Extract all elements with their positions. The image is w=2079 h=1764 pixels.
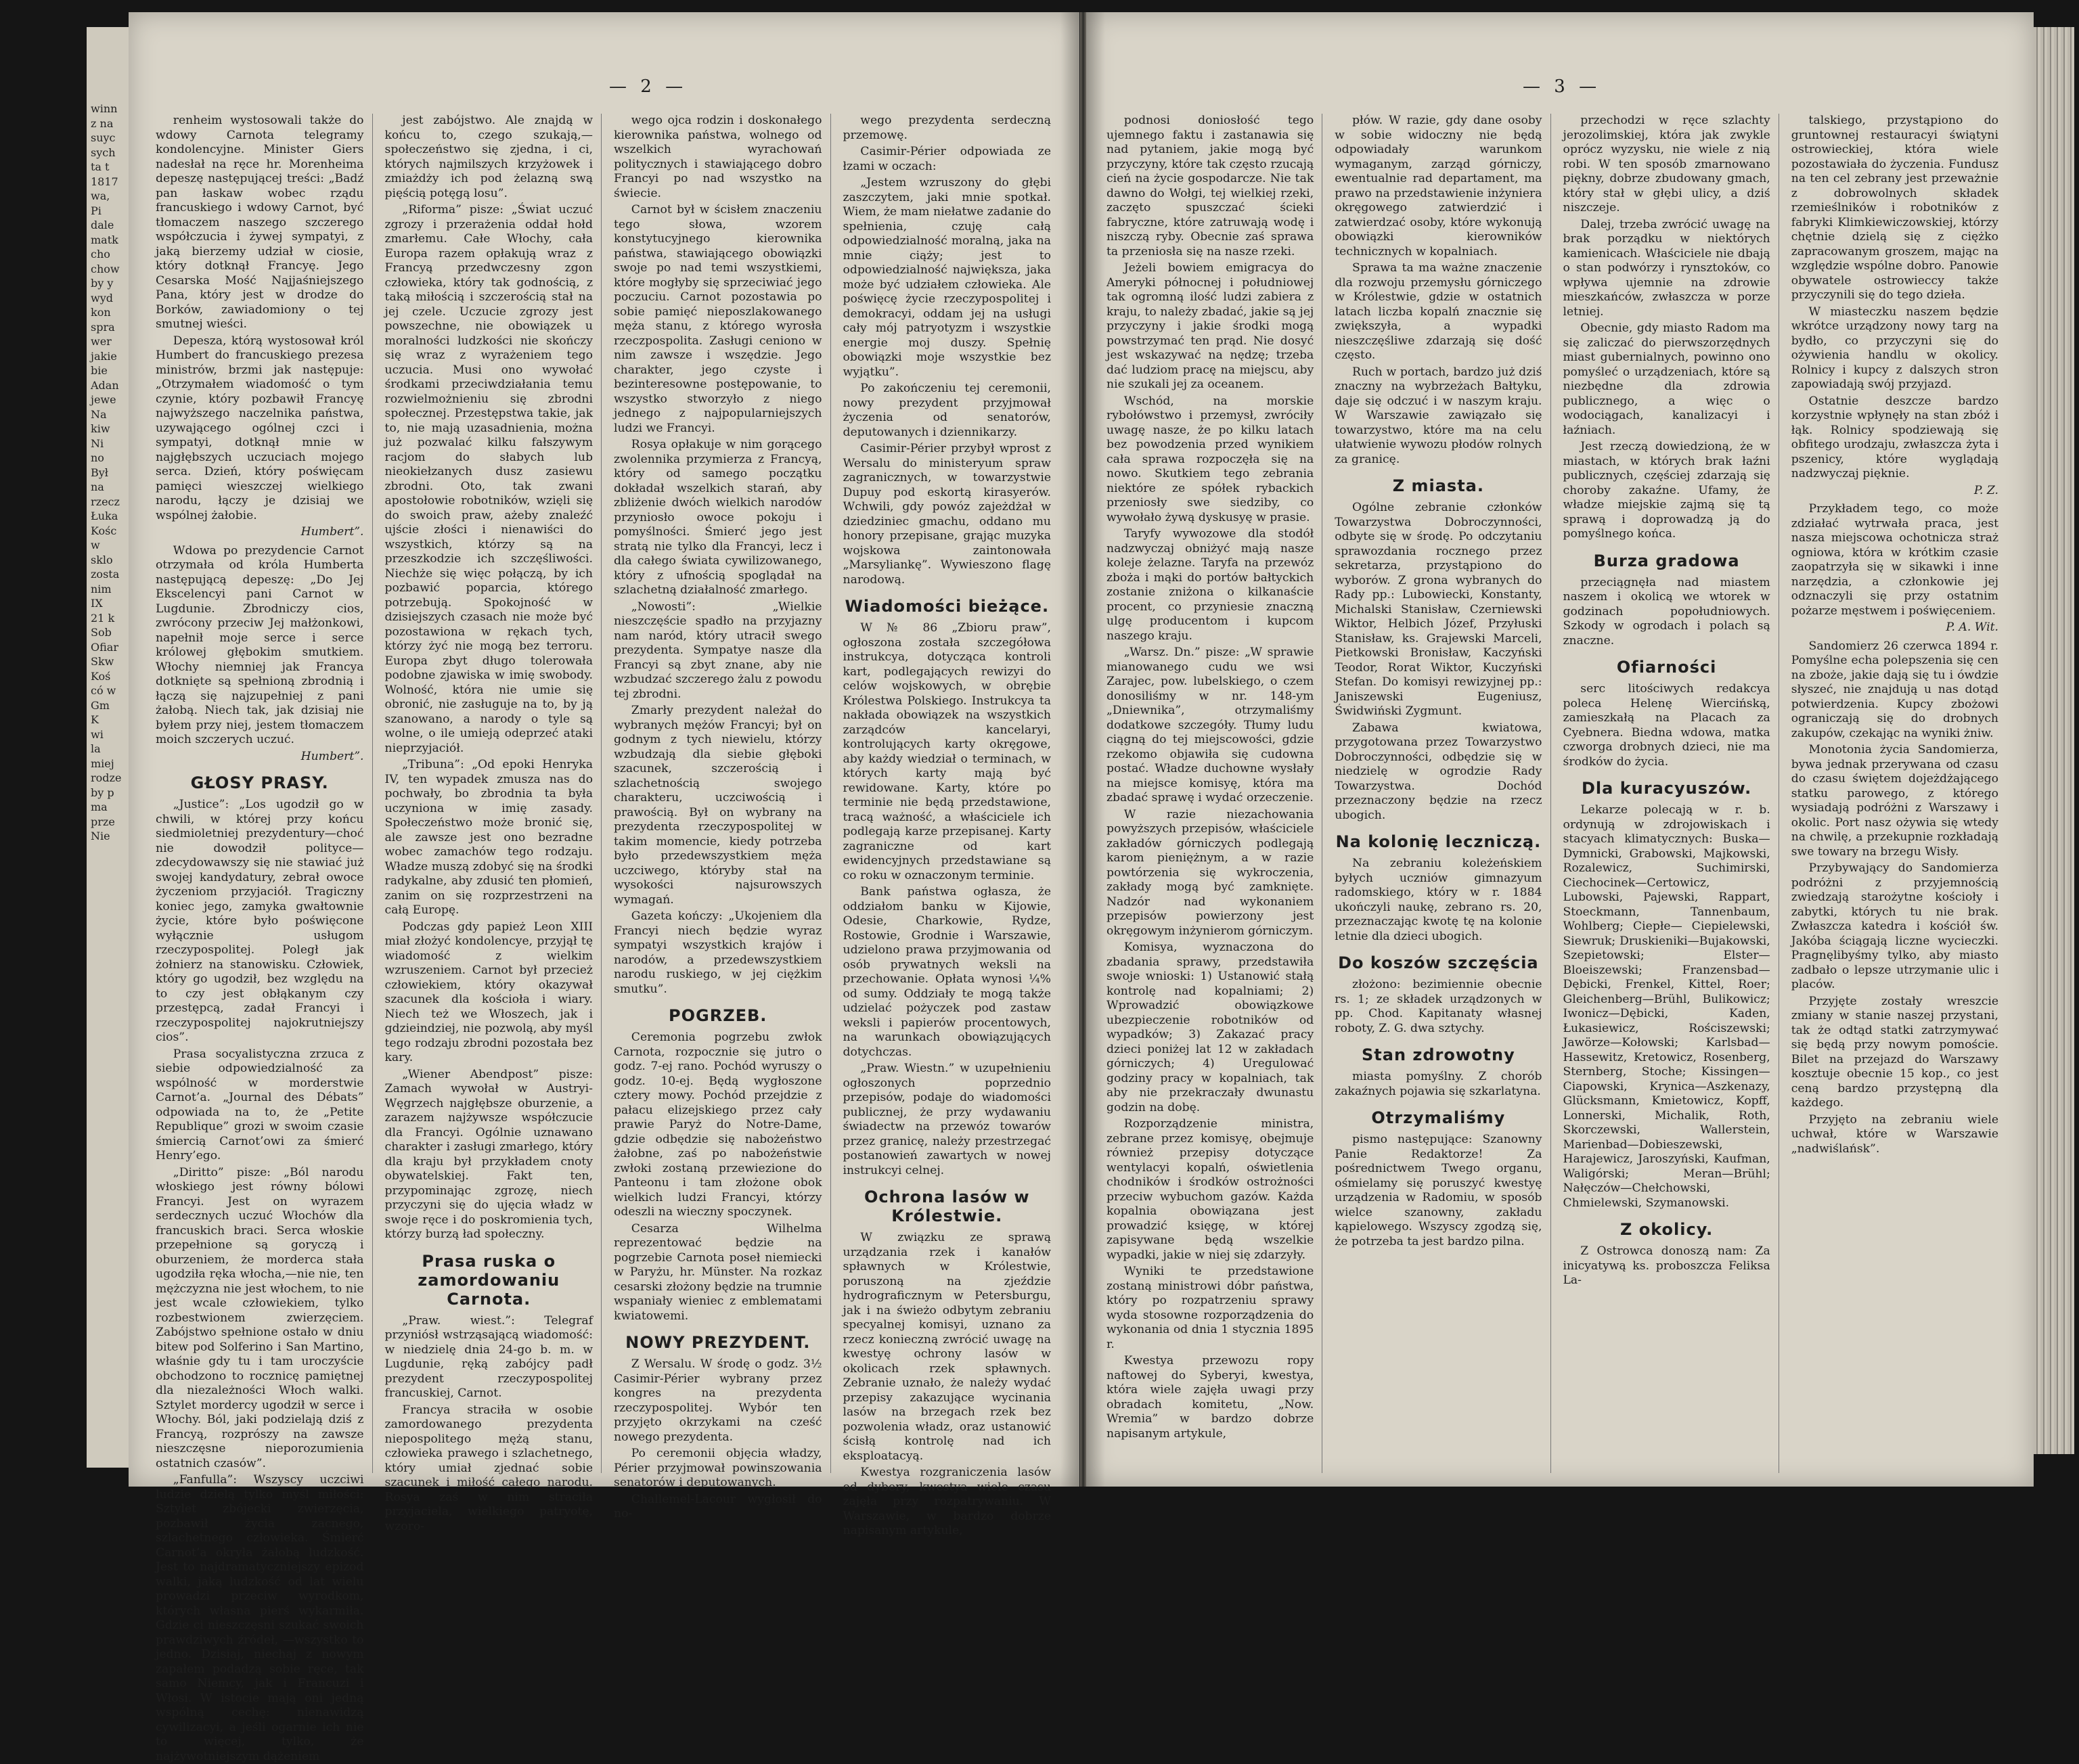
newspaper-page-left	[129, 12, 1079, 1763]
section-heading: Stan zdrowotny	[1362, 1045, 1515, 1064]
article-paragraph: Carnot był w ścisłem znaczeniu tego słowa, wzorem konstytucyjnego kierownika państwa, stawiającego obowiązki swoje po nad temi wszystkiemi, które mogłyby się sprzeciwiać jego poczuciu. Carnot pozostawia po sobie pamięć nieposzlakowanego męża stanu, z którego wyrosła rzeczpospolita. Zasługi ceniono w nim zawsze i wszędzie. Jego charakter, jego czyste i bezinteresowne postępowanie, to wszystko stworzyło z niego jednego z najpopularniejszych ludzi we Francyi.	[614, 203, 822, 435]
section-heading: Prasa ruska o zamordowaniu Carnota.	[418, 1251, 560, 1309]
signature: Humbert”.	[300, 749, 364, 763]
article-paragraph: płów. W razie, gdy dane osoby w sobie widoczny nie będą odpowiadały warunkom wymaganym, zarząd górniczy, ewentualnie rad departament, ma prawo na przedstawienie inżyniera okręgowego zatwierdzić i zatwierdzać osoby, które wykonują obowiązki kierowników technicznych w kopalniach.	[1335, 114, 1542, 258]
section-heading: Wiadomości bieżące.	[845, 597, 1050, 616]
article-paragraph: Taryfy wywozowe dla stodół nadzwyczaj obniżyć mają nasze koleje żelazne. Taryfa na przewóz zboża i mąki do portów bałtyckich zostanie zniżona o kilkanaście procent, co przyniesie znaczną ulgę producentom i kupcom naszego kraju.	[1106, 527, 1314, 643]
article-paragraph: Bank państwa ogłasza, że oddziałom banku w Kijowie, Odesie, Charkowie, Rydze, Rostowie, Grodnie i Warszawie, udzielono prawa przyjmowania od osób prywatnych weksli na przechowanie. Opłata wynosi ¼% od sumy. Oddziały te mogą także udzielać pożyczek pod zastaw weksli i papierów procentowych, na warunkach obowiązujących dotychczas.	[843, 885, 1051, 1059]
article-paragraph: W miasteczku naszem będzie wkrótce urządzony nowy targ na bydło, co przyczyni się do ożywienia handlu w okolicy. Rolnicy i kupcy z dalszych stron zapowiadają swój przyjazd.	[1791, 304, 1998, 391]
previous-page-edge	[87, 27, 129, 1468]
article-paragraph: Ogólne zebranie członków Towarzystwa Dobroczynności, odbyte się w środę. Po odczytaniu sprawozdania rocznego przez sekretarza, przystąpiono do wyborów. Z grona wybranych do Rady pp.: Lubowiecki, Konstanty, Michalski Stanisław, Czerniewski Wiktor, Helbich Józef, Przyłuski Stanisław, ks. Grajewski Marceli, Pietkowski Bronisław, Kaczyński Teodor, Rorat Wiktor, Kuczyński Stefan. Do komisyi rewizyjnej pp.: Janiszewski Eugeniusz, Świdwiński Zygmunt.	[1335, 501, 1542, 718]
article-column	[1791, 114, 2007, 1473]
section-heading: Na kolonię leczniczą.	[1335, 832, 1542, 851]
stacked-page-edges	[2034, 27, 2074, 1454]
article-paragraph: Z Wersalu. W środę o godz. 3½ Casimir-Périer wybrany przez kongres na prezydenta rzeczypospolitej. Wybór ten przyjęto okrzykami na cześć nowego prezydenta.	[614, 1357, 822, 1444]
article-paragraph: Na zebraniu koleżeńskiem byłych uczniów gimnazyum radomskiego, który w r. 1884 ukończyli naukę, zebrano rs. 20, przeznaczając kwotę tę na kolonie letnie dla dzieci ubogich.	[1335, 857, 1542, 943]
article-paragraph: Podczas gdy papież Leon XIII miał złożyć kondolencye, przyjął tę wiadomość z wielkim wzruszeniem. Carnot był przecież człowiekiem, który okazywał szacunek dla kościoła i wiary. Niech też we Włoszech, jak i gdzieindziej, nie pozwolą, aby myśl tego rodzaju zbrodni pozostała bez kary.	[384, 920, 593, 1064]
article-paragraph: Casimir-Périer odpowiada ze łzami w oczach:	[843, 145, 1051, 173]
article-paragraph: Wdowa po prezydencie Carnot otrzymała od króla Humberta następującą depeszę: „Do Jej Ekscelencyi pani Carnot w Lugdunie. Zbrodniczy cios, zwrócony przeciw Jej małżonkowi, napełnił moje serce i serce królowej głębokim smutkiem. Włochy niemniej jak Francya dotknięte są spełnioną zbrodnią i łączą się najzupełniej z pani żałobą. Niech tak, jak dzisiaj nie byłem przy niej, jestem tłomaczem moich szczerych uczuć.	[156, 543, 364, 746]
article-paragraph: W razie niezachowania powyższych przepisów, właściciele zakładów górniczych podlegają karom pieniężnym, a w razie powtórzenia się wykroczenia, zakłady mogą być zamknięte. Nadzór nad wykonaniem przepisów powierzony jest okręgowym inżynierom górniczym.	[1106, 807, 1314, 938]
article-paragraph: Kwestya rozgraniczenia lasów od dybery, kwestya wiele czasu zajęła przy rozpatrywaniu. W Warszawie, w bardzo dobrze napisanym artykule,	[843, 1466, 1051, 1537]
article-column	[1563, 114, 1779, 1473]
section-heading: POGRZEB.	[669, 1006, 767, 1025]
article-paragraph: Przykładem tego, co może zdziałać wytrwała praca, jest nasza miejscowa ochotnicza straż ogniowa, która w krótkim czasie zaopatrzyła się w sikawki i inne narzędzia, a członkowie jej odznaczyli się przy ostatnim pożarze męstwem i poświęceniem.	[1791, 502, 1998, 618]
page-fold-shadow	[1060, 12, 1079, 1487]
article-paragraph: Z Ostrowca donoszą nam: Za inicyatywą ks. proboszcza Feliksa La-	[1563, 1244, 1770, 1287]
article-paragraph: złożono: bezimiennie obecnie rs. 1; ze składek urządzonych w pp. Chod. Kapitanaty własnej roboty, Z. G. dwa sztychy.	[1335, 978, 1542, 1035]
article-paragraph: Lekarze polecają w r. b. ordynują w zdrojowiskach i stacyach klimatycznych: Buska—Dymnicki, Grabowski, Majkowski, Rozalewicz, Suchimirski, Ciechocinek—Certowicz, Lubowski, Pajewski, Rappart, Stoeckmann, Tannenbaum, Wohlberg; Ciepłe— Ciepielewski, Siewruk; Druskieniki—Bujakowski, Szepietowski; Elster—Bloeiszewski; Franzensbad—Dębicki, Frenkel, Kittel, Roer; Gleichenberg—Brühl, Bulikowicz; Iwonicz—Dębicki, Kaden, Łukasiewicz, Rościszewski; Jawörze—Kołowski; Karlsbad—Hassewitz, Kretowicz, Rosenberg, Sternberg, Stoche; Kissingen—Ciapowski, Kryniсa—Aszkenazy, Glücksmann, Kmietowicz, Kopff, Lonnerski, Michalik, Roth, Skorczewski, Wallerstein, Marienbad—Dobieszewski, Harajewicz, Jaroszyński, Kaufman, Waligórski; Meran—Brühl; Nałęczów—Chełchowski, Chmielewski, Szymanowski.	[1563, 803, 1770, 1210]
article-column	[843, 114, 1060, 1537]
article-paragraph: „Fanfulla”: Wszyscy uczciwi ludzie dzielą tylko myśl miłości: Sztylet zbójecki zwierzęcia, pozbawił życia zacnego, szlachetnego człowieka. Śmierć Carnot’a okryła żałobą ludzkość. Jest to najdramatyczniejszy epizod walki, jaką ludzkość od lat wielu prowadzi przeciw wyrodkom, których własna pierś wykarmiła. Gdzie ci nieszczęsni szukać swoich prawdziwych źródeł, —wszystko to jedno. Dzisiaj, niechaj z nowym zapałem podadzą sobie ręce, tak samo Niemcy, jak i Francuzi i Włosi. W istocie mają oni jedną wspólną cechę: nienawidzą cywilizacyi, a jeśli ogarnie ich nie to więcej, tylko, że najżywotniejszym dążeniem	[156, 1473, 364, 1763]
article-paragraph: Jest rzeczą dowiedzioną, że w miastach, w których brak łaźni publicznych, częściej zdarzają się choroby zakaźne. Ufamy, że władze miejskie zajmą się tą sprawą i doprowadzą ją do pomyślnego końca.	[1563, 440, 1770, 541]
article-paragraph: renheim wystosowali także do wdowy Carnota telegramy kondolencyjne. Minister Giers nadesłał na ręce hr. Morenheima depeszę następującej treści: „Badź pan łaskaw wobec rządu francuskiego i wdowy Carnot, być tłomaczem naszego szczerego współczucia i żywej sympatyi, z jaką bierzemy udział w ciosie, który dotknął Francyę. Jego Cesarska Mość Najjaśniejszego Pana, który jest w drodze do Borków, zawiadomiony o tej smutnej wieści.	[156, 114, 364, 331]
article-paragraph: Przybywający do Sandomierza podróżni z przyjemnością zwiedzają starożytne kościoły i zabytki, których tu nie brak. Zwłaszcza katedra i kościół św. Jakóba ściągają liczne wycieczki. Pragnęlibyśmy tylko, aby miasto zadbało o lepsze utrzymanie ulic i placów.	[1791, 861, 1998, 991]
section-heading: NOWY PREZYDENT.	[625, 1333, 811, 1352]
article-paragraph: Cesarza Wilhelma reprezentować będzie na pogrzebie Carnota poseł niemiecki w Paryżu, hr. Münster. Na rozkaz cesarski złożony będzie na trumnie wspaniały wieniec z emblematami kwiatowemi.	[614, 1221, 822, 1323]
article-paragraph: podnosi doniosłość tego ujemnego faktu i zastanawia się nad pytaniem, jakie mogą być przyczyny, które tak często rzucają cień na życie gospodarcze. Nie tak dawno do Wołgi, tej wielkiej rzeki, zaczęto spuszczać ścieki fabryczne, które zatruwają wodę i niszczą ryby. Obecnie zaś sprawa ta przeniosła się na nasze rzeki.	[1106, 114, 1314, 258]
article-paragraph: Zabawa kwiatowa, przygotowana przez Towarzystwo Dobroczynności, odbędzie się w niedzielę w ogrodzie Rady Towarzystwa. Dochód przeznaczony będzie na rzecz ubogich.	[1335, 721, 1542, 822]
article-paragraph: Depesza, którą wystosował król Humbert do francuskiego prezesa ministrów, brzmi jak następuje: „Otrzymałem wiadomość o tym czynie, który pozbawił Francyę najwyższego naczelnika państwa, uzywającego ogólnej czci i sympatyi, dotknął mnie w najgłębszych uczuciach mojego serca. Dzień, który poświęcam pamięci wieszczej wielkiego narodu, łączy je dzisiaj we wspólnej żałobie.	[156, 334, 364, 522]
article-paragraph: „Tribuna”: „Od epoki Henryka IV, ten wypadek zmusza nas do pochwały, bo zbrodnia ta była uczyniona w imię zasady. Społeczeństwo może bronić się, ale zawsze jest ono bezradne wobec zamachów tego rodzaju. Władze muszą zdobyć się na środki radykalne, aby zdusić ten płomień, zanim on się rozprzestrzeni na całą Europę.	[384, 758, 593, 917]
section-heading: Z okolicy.	[1619, 1220, 1714, 1239]
article-paragraph: wego ojca rodzin i doskonałego kierownika państwa, wolnego od wszelkich wyrachowań politycznych i stawiającego dobro Francyi po nad wszystko na świecie.	[614, 114, 822, 200]
previous-page-text: winn z na suyc sych ta t 1817 wa, Pi dale matk cho chow by y wyd kon spra wer jakie bie Adan jewe Na kiw Ni no Był na rzecz Łuka Kośc w sklo zosta nim IX 21 k Sob Ofiar Skw Koś có w Gm K wi la miej rodze by p ma prze Nie	[91, 102, 122, 842]
section-heading: Ochrona lasów w Królestwie.	[864, 1188, 1030, 1225]
article-paragraph: Obecnie, gdy miasto Radom ma się zaliczać do pierwszorzędnych miast gubernialnych, powinno ono pomyśleć o urządzeniach, które są niezbędne dla zdrowia publicznego, a więc o wodociągach, kanalizacyi i łaźniach.	[1563, 321, 1770, 437]
article-paragraph: „Nowosti”: „Wielkie nieszczęście spadło na przyjazny nam naród, który utracił swego prezydenta. Sympatye nasze dla Francyi są zbyt znane, aby nie wzbudzać szczerego żalu z powodu tej zbrodni.	[614, 600, 822, 701]
article-paragraph: Sandomierz 26 czerwca 1894 r. Pomyślne echa polepszenia się cen na zboże, jakie dają się tu i ówdzie słyszeć, nie znajdują u nas dotąd potwierdzenia. Kupcy zbożowi ograniczają się do drobnych zakupów, czekając na wyniki żniw.	[1791, 639, 1998, 740]
article-paragraph: Dalej, trzeba zwrócić uwagę na brak porządku w niektórych kamienicach. Właściciele nie dbają o stan podwórzy i rynsztoków, co wpływa ujemnie na zdrowie mieszkańców, zwłaszcza w porze letniej.	[1563, 217, 1770, 319]
article-paragraph: „Praw. wiest.”: Telegraf przyniósł wstrząsającą wiadomość: w niedzielę dnia 24-go b. m. w Lugdunie, ręką zabójcy padł prezydent rzeczypospolitej francuskiej, Carnot.	[384, 1313, 593, 1400]
signature: Humbert”.	[300, 525, 364, 539]
page-number: — 3 —	[1523, 76, 1601, 97]
article-paragraph: Ostatnie deszcze bardzo korzystnie wpłynęły na stan zbóż i łąk. Rolnicy spodziewają się obfitego urodzaju, zwłaszcza żyta i pszenicy, które wyglądają nadzwyczaj pięknie.	[1791, 394, 1998, 480]
article-paragraph: Rozporządzenie ministra, zebrane przez komisyę, obejmuje również przepisy dotyczące wentylacyi kopalń, oświetlenia chodników i środków ostrożności przeciw wybuchom gazów. Każda kopalnia obowiązana jest prowadzić księgę, w której zapisywane będą wszelkie wypadki, jakie w niej się zdarzyły.	[1106, 1117, 1314, 1262]
section-heading: Ofiarności	[1616, 658, 1717, 677]
article-paragraph: Sprawa ta ma ważne znaczenie dla rozwoju przemysłu górniczego w Królestwie, gdzie w ostatnich latach liczba kopalń znacznie się zwiększyła, a wypadki nieszczęśliwe zdarzają się dość często.	[1335, 261, 1542, 362]
article-paragraph: „Warsz. Dn.” pisze: „W sprawie mianowanego cudu we wsi Zarajec, pow. lubelskiego, o czem donosiliśmy w nr. 148-ym „Dniewnika”, otrzymaliśmy dodatkowe szczegóły. Tłumy ludu ciągną do tej miejscowości, gdzie rzekomo objawiła się cudowna postać. Władze duchowne wysłały na miejsce komisyę, która ma zbadać sprawę i wydać orzeczenie.	[1106, 646, 1314, 805]
article-column	[156, 114, 373, 1763]
article-paragraph: „Jestem wzruszony do głębi zaszczytem, jaki mnie spotkał. Wiem, że mam niełatwe zadanie do spełnienia, czuję całą odpowiedzialność moralną, jaka na mnie ciąży; jest to odpowiedzialność największa, jaka może być udziałem człowieka. Ale poświęcę życie rzeczypospolitej i demokracyi, oddam jej na usługi cały mój patryotyzm i wszystkie energie moj duszy. Spełnię obowiązki moje wszystkie bez wyjątku”.	[843, 176, 1051, 379]
page-fold-shadow	[1086, 12, 1105, 1487]
article-paragraph: Przyjęto na zebraniu wiele uchwał, które w Warszawie „nadwiślańsk”.	[1791, 1112, 1998, 1156]
article-column	[1335, 114, 1550, 1473]
article-paragraph: „Wiener Abendpost” pisze: Zamach wywołał w Austryi-Węgrzech najgłębsze oburzenie, a zarazem najżywsze współczucie dla Francyi. Ogólnie uznawano charakter i zasługi zmarłego, który dla kraju był przykładem cnoty obywatelskiej. Fakt ten, przypominając zgrozę, niech przyczyni się do ujęcia władz w swoje ręce i do poskromienia tych, którzy burzą ład społeczny.	[384, 1067, 593, 1241]
article-column	[1106, 114, 1322, 1473]
article-paragraph: Casimir-Périer przybył wprost z Wersalu do ministeryum spraw zagranicznych, w towarzystwie Dupuy pod eskortą kirasyerów. Wchwili, gdy powóz zajeżdżał w dziedziniec gmachu, oddano mu honory przepisane, grając muzyka wojskowa zaintonowała „Marsyliankę”. Wywieszono flagę narodową.	[843, 442, 1051, 587]
article-paragraph: miasta pomyślny. Z chorób zakaźnych pojawia się szkarlatyna.	[1335, 1070, 1542, 1098]
article-column	[384, 114, 602, 1533]
section-heading: Burza gradowa	[1593, 551, 1740, 570]
book-spine	[1080, 12, 1086, 1487]
article-paragraph: Monotonia życia Sandomierza, bywa jednak przerywana od czasu do czasu świętem dojeżdżającego statku parowego, z którego wysiadają podróżni z Warszawy i okolic. Port nasz ożywia się wtedy na chwilę, a przekupnie rozkładają swe towary na brzegu Wisły.	[1791, 743, 1998, 859]
section-heading: Otrzymaliśmy	[1371, 1108, 1506, 1127]
article-paragraph: talskiego, przystąpiono do gruntownej restauracyi świątyni ostrowieckiej, która wiele pozostawiała do życzenia. Fundusz na ten cel zebrany jest przeważnie z dobrowolnych składek rzemieślników i robotników z fabryki Klimkiewiczowskiej, którzy chętnie dzielą się z ciężko zapracowanym groszem, mając na względzie wspólne dobro. Panowie obywatele ostrowieccy także przyczynili się do tego dzieła.	[1791, 114, 1998, 302]
article-paragraph: jest zabójstwo. Ale znajdą w końcu to, czego szukają,—społeczeństwo się zjedna, i ci, których najmilszych krzyżowek i zmiażdży ich pod żelazną swą pięścią potęgą losu”.	[384, 114, 593, 200]
article-paragraph: „Diritto” pisze: „Ból narodu włoskiego jest równy bólowi Francyi. Jest on wyrazem serdecznych uczuć Włochów dla francuskich braci. Serca włoskie przepełnione są goryczą i oburzeniem, że morderca stała ugodziła ręka włocha,—nie nie, ten mężczyzna nie jest włochem, to nie jest wcale człowiekiem, tylko rozbestwionem zwierzęciem. Zabójstwo spełnione ostało w dniu bitew pod Solferino i San Martino, właśnie gdy tu i tam uroczyście obchodzono to rocznicę pamiętnej dla niezależności Włoch walki. Sztylet mordercy ugodził w serce i Włochy. Ból, jaki podzielają dziś z Francyą, rozprószy na zawsze nieszczęsne nieporozumienia ostatnich czasów”.	[156, 1165, 364, 1470]
article-paragraph: Przyjęte zostały wreszcie zmiany w stanie naszej przystani, tak że odtąd statki zatrzymywać się będą przy nowym pomoście. Bilet na przejazd do Warszawy kosztuje obecnie 15 kop., co jest ceną bardzo przystępną dla każdego.	[1791, 994, 1998, 1110]
article-paragraph: Kwestya przewozu ropy naftowej do Syberyi, kwestya, która wiele zajęła uwagi przy obradach komitetu, „Now. Wremia” w bardzo dobrze napisanym artykule,	[1106, 1354, 1314, 1441]
article-paragraph: W związku ze sprawą urządzania rzek i kanałów spławnych w Królestwie, poruszoną na zjeździe hydrograficznym w Petersburgu, jak i na świeżo odbytym zebraniu specyalnej komisyi, uznano za rzecz konieczną zwrócić uwagę na kwestyę ochrony lasów w okolicach rzek spławnych. Zebranie uznało, że należy wydać przepisy zakazujące wycinania lasów na brzegach rzek bez pozwolenia władz, oraz ustanowić ścisłą kontrolę nad ich eksploatacyą.	[843, 1231, 1051, 1463]
column-container	[1106, 114, 2007, 1473]
article-paragraph: Gazeta kończy: „Ukojeniem dla Francyi niech będzie wyraz sympatyi wszystkich krajów i narodów, a przedewszystkiem narodu ruskiego, w jej ciężkim smutku”.	[614, 909, 822, 996]
article-paragraph: pismo następujące: Szanowny Panie Redaktorze! Za pośrednictwem Twego organu, ośmielamy się poruszyć kwestyę urządzenia w Radomiu, w sposób wielce szanowny, zakładu kąpielowego. Wszyscy zgodzą się, że potrzeba ta jest bardzo pilna.	[1335, 1133, 1542, 1248]
article-paragraph: Wschód, na morskie rybołówstwo i przemysł, zwróciły uwagę nasze, że po kilku latach bez powodzenia przed wynikiem cała sprawa rozpoczęła się na nowo. Skutkiem tego zebrania niektóre ze spółek rybackich przeniosły swe siedziby, co wywołało żywą dyskusyę w prasie.	[1106, 394, 1314, 524]
column-container	[156, 114, 1059, 1763]
signature: P. Z.	[1973, 483, 1998, 497]
article-paragraph: W № 86 „Zbioru praw”, ogłoszona została szczegółowa instrukcya, dotycząca kontroli kart, podlegających rewizyi do celów wojskowych, w obrębie Królestwa Polskiego. Instrukcya ta nakłada obowiązek na wszystkich zarządców kancelaryi, kontrolujących karty okręgowe, aby każdy wiedział o terminach, w których karty mają być rewidowane. Karty, które po terminie nie będą przedstawione, tracą ważność, a właściciele ich podlegają karze przepisanej. Karty zagraniczne od kart ewidencyjnych przedstawiane są co roku w oznaczonym terminie.	[843, 621, 1051, 882]
article-paragraph: Wyniki te przedstawione zostaną ministrowi dóbr państwa, który po rozpatrzeniu sprawy wyda stosowne rozporządzenia do wykonania od dnia 1 stycznia 1895 r.	[1106, 1265, 1314, 1351]
article-paragraph: wego prezydenta serdeczną przemowę.	[843, 114, 1051, 142]
section-heading: Z miasta.	[1392, 476, 1484, 495]
article-paragraph: „Praw. Wiestn.” w uzupełnieniu ogłoszonych poprzednio przepisów, podaje do wiadomości publicznej, że przy wydawaniu świadectw na przewóz towarów przez granicę, należy przestrzegać postanowień zawartych w nowej instrukcyi celnej.	[843, 1062, 1051, 1177]
article-paragraph: Ceremonia pogrzebu zwłok Carnota, rozpocznie się jutro o godz. 7-ej rano. Pochód wyruszy o godz. 10-ej. Będą wygłoszone cztery mowy. Pochód przejdzie z pałacu elizejskiego przez cały prawie Paryż do Notre-Dame, gdzie odbędzie się nabożeństwo żałobne, zaś po nabożeństwie zwłoki zostaną przewiezione do Panteonu i tam złożone obok wielkich ludzi Francyi, którzy odeszli na wieczny spoczynek.	[614, 1031, 822, 1219]
page-number: — 2 —	[609, 76, 688, 97]
article-paragraph: Challemel-Lacour wygłosił do no-	[614, 1492, 822, 1520]
article-paragraph: Ruch w portach, bardzo już dziś znaczny na wybrzeżach Bałtyku, daje się odczuć i w naszym kraju. W Warszawie zawiązało się towarzystwo, które ma na celu ułatwienie wywozu płodów rolnych za granicę.	[1335, 365, 1542, 466]
section-heading: GŁOSY PRASY.	[190, 773, 329, 792]
article-column	[614, 114, 831, 1520]
article-paragraph: Francya straciła w osobie zamordowanego prezydenta niepospolitego mężą stanu, człowieka prawego i szlachetnego, który umiał zjednać sobie szacunek i miłość całego narodu. Rosya zaś w nim straciła przyjaciela, wielkiego patryotę, wzoro-	[384, 1403, 593, 1533]
article-paragraph: Po ceremonii objęcia władzy, Périer przyjmował powinszowania senatorów i deputowanych.	[614, 1447, 822, 1489]
article-paragraph: Zmarły prezydent należał do wybranych mężów Francyi; był on godnym z tych niewielu, którzy wzbudzają dla siebie głęboki szacunek, szczerością i szlachetnością swojego charakteru, uczciwością i prawością. Był on wybrany na prezydenta rzeczypospolitej w takim momencie, kiedy potrzeba było przedewszystkiem męża uczciwego, któryby stał na wysokości najsurowszych wymagań.	[614, 704, 822, 907]
article-paragraph: „Justice”: „Los ugodził go w chwili, w której przy końcu siedmioletniej prezydentury—choć nie dowodził polityce—zdecydowawszy się nie stawiać już swojej kandydatury, zebrał owoce życzeniom przyjaciół. Tragiczny koniec jego, zamyka gwałtownie życie, które było poświęcone wyłącznie usługom rzeczypospolitej. Poległ jak żołnierz na stanowisku. Człowiek, który go ugodził, bez względu na to czy jest obłąkanym czy przestępcą, zadał Francyi i rzeczypospolitej najokrutniejszy cios”.	[156, 798, 364, 1044]
section-heading: Do koszów szczęścia	[1338, 953, 1539, 972]
article-paragraph: Po zakończeniu tej ceremonii, nowy prezydent przyjmował życzenia od senatorów, deputowanych i dziennikarzy.	[843, 382, 1051, 439]
newspaper-page-right	[1086, 12, 2034, 1487]
article-paragraph: Prasa socyalistyczna zrzuca z siebie odpowiedzialność za wspólność w morderstwie Carnot’a. „Journal des Débats” odpowiada na to, że „Petite Republique” grozi w swoim czasie śmiercią Carnot’owi za śmierć Henry’ego.	[156, 1047, 364, 1162]
article-paragraph: Jeżeli bowiem emigracya do Ameryki północnej i południowej tak ogromną ilość ludzi zabiera z kraju, to należy zbadać, jakie są jej przyczyny i jakie środki mogą powstrzymać ten prąd. Nie dosyć jest wskazywać na nędzę; trzeba dać ludziom pracę na miejscu, aby nie szukali jej za oceanem.	[1106, 261, 1314, 391]
article-paragraph: Rosya opłakuje w nim gorącego zwolennika przymierza z Francyą, który od samego początku dokładał wszelkich starań, aby zbliżenie dwóch wielkich narodów przyniosło owoce pokoju i pomyślności. Śmierć jego jest stratą nie tylko dla Francyi, lecz i dla całego świata cywilizowanego, który z ufnością spoglądał na szlachetną działalność zmarłego.	[614, 438, 822, 597]
article-paragraph: Komisya, wyznaczona do zbadania sprawy, przedstawiła swoje wnioski: 1) Ustanowić stałą kontrolę nad kopalniami; 2) Wprowadzić obowiązkowe ubezpieczenie robotników od wypadków; 3) Zakazać pracy dzieci poniżej lat 12 w zakładach górniczych; 4) Uregulować godziny pracy w kopalniach, tak aby nie przekraczały dwunastu godzin na dobę.	[1106, 941, 1314, 1114]
article-paragraph: przechodzi w ręce szlachty jerozolimskiej, która jak zwykle oprócz wyzysku, nie wiele z nią robi. W ten sposób zmarnowano piękny, dobrze zbudowany gmach, który stał w głębi ulicy, a dziś niszczeje.	[1563, 114, 1770, 214]
article-paragraph: przeciągnęła nad miastem naszem i okolicą we wtorek w godzinach popołudniowych. Szkody w ogrodach i polach są znaczne.	[1563, 575, 1770, 648]
section-heading: Dla kuracyuszów.	[1582, 779, 1752, 798]
signature: P. A. Wit.	[1946, 620, 1998, 634]
article-paragraph: serc litościwych redakcya poleca Helenę Wiercińską, zamieszkałą na Placach za Cyebnera. Biedna wdowa, matka czworga drobnych dzieci, nie ma środków do życia.	[1563, 682, 1770, 769]
article-paragraph: „Riforma” pisze: „Świat uczuć zgrozy i przerażenia oddał hołd zmarłemu. Całe Włochy, cała Europa razem opłakują wraz z Francyą przedwczesny zgon człowieka, który tak godnością, z taką miłością i szczerością stał na jej czele. Uczucie zgrozy jest powszechne, nie obowiązek u moralności ludzkości nie skończy się wraz z wyrażeniem tego uczucia. Musi ono wywołać środkami przeciwdziałania temu rozwielmożnieniu się zbrodni społecznej. Przestępstwa takie, jak to, nie mają uzasadnienia, można już pozwalać kilku fałszywym racjom do słabych lub nieokiełzanych dusz zasiewu zbrodni. Oto, tak zwani apostołowie robotników, wzięli się do swoich praw, ażeby znaleźć ujście złości i nienawiści do wszystkich, którzy są na przeszkodzie ich szczęśliwości. Niechże się więc połączą, by ich pozbawić poparcia, którego potrzebują. Spokojność w dzisiejszych czasach nie może być pozostawiona w rękach tych, którzy żyć nie mogą bez terroru. Europa zbyt długo tolerowała podobne zjawiska w imię swobody. Wolność, która nie umie się obronić, nie zasługuje na to, by ją szanowano, a narody o tyle są wolne, o ile umieją odeprzeć ataki nieprzyjaciół.	[384, 203, 593, 755]
